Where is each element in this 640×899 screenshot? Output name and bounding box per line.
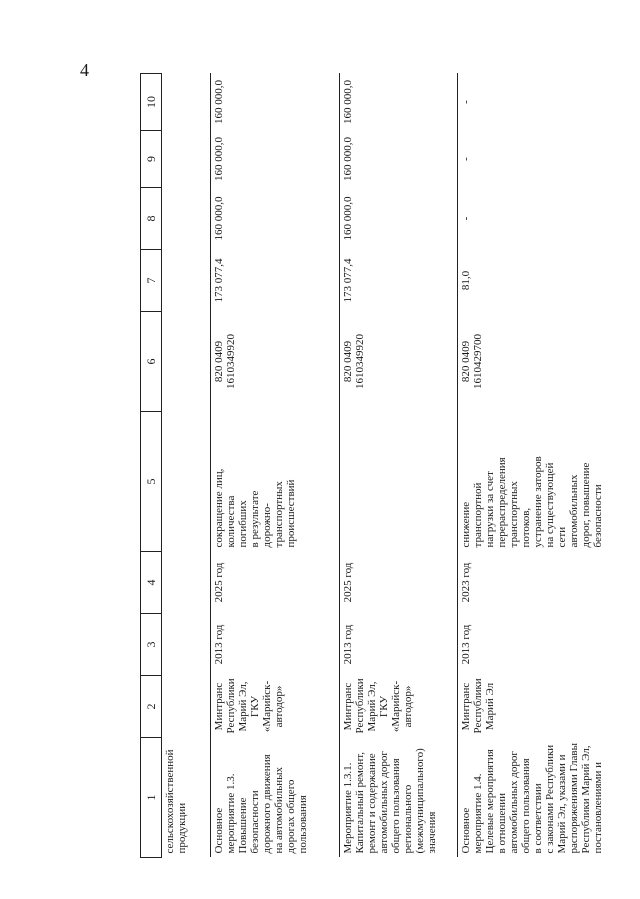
text-line: автомобильных (568, 474, 580, 548)
text-line: происшествий (285, 479, 297, 548)
cell-amount-10: 160 000,0 (341, 80, 354, 124)
page-number: 4 (80, 60, 89, 80)
text-line: мероприятие 1.3. (225, 773, 237, 854)
text-line: количества (225, 495, 237, 548)
text-line: (межмуниципального) (413, 748, 426, 854)
column-number-row (141, 74, 162, 858)
text-line: 1610429700 (472, 334, 484, 389)
cell-budget-code (458, 312, 612, 412)
col-header-6: 6 (141, 312, 162, 412)
text-line: транспортной (472, 482, 484, 548)
carry-over-text (162, 738, 211, 858)
rotated-table-container (140, 74, 626, 858)
text-line: с законами Республики (544, 744, 556, 854)
text-line: снижение (460, 501, 472, 548)
text-line: регионального (401, 784, 414, 854)
text-line: в отношении (496, 792, 508, 854)
text-line: сети (556, 526, 568, 548)
text-line: 1610349920 (225, 334, 237, 389)
carry-over-row (162, 74, 211, 858)
cell-executor (211, 676, 339, 738)
text-line: Марий Эл, (365, 681, 378, 732)
text-line: дорог, повышение (580, 462, 592, 548)
text-line: дорогах общего (285, 779, 297, 854)
col-header-2: 2 (141, 676, 162, 738)
col-header-4: 4 (141, 552, 162, 614)
cell-activity (458, 738, 612, 858)
text-line: автомобильных дорог (377, 751, 390, 854)
cell-amount-10: - (460, 100, 472, 104)
col-header-1: 1 (141, 738, 162, 858)
cell-end-year: 2025 год (213, 562, 225, 603)
col-header-5: 5 (141, 412, 162, 552)
text-line: значения (425, 811, 438, 854)
text-line: на существующей (544, 462, 556, 548)
text-line: Марий Эл (484, 682, 496, 731)
text-line: Марий Эл, (237, 681, 249, 732)
text-line: автодор» (401, 685, 414, 728)
cell-result (211, 412, 339, 552)
cell-amount-10: 160 000,0 (213, 80, 225, 124)
cell-amount-8: 160 000,0 (213, 196, 225, 241)
text-line: общего пользования (520, 758, 532, 854)
text-line: Республики Марий Эл, (580, 745, 592, 854)
table-row (211, 74, 339, 858)
text-line: мероприятие 1.4. (472, 773, 484, 854)
text-line: «Марийск- (261, 680, 273, 733)
text-line: общего пользования (389, 758, 402, 854)
table-row (458, 74, 612, 858)
cell-end-year: 2023 год (460, 562, 472, 603)
text-line: 1610349920 (353, 334, 366, 389)
text-line: Целевые мероприятия (484, 749, 496, 854)
empty-cell (162, 74, 211, 738)
text-line: транспортных (273, 481, 285, 548)
cell-end-year: 2025 год (341, 562, 354, 603)
text-line: перераспределения (496, 457, 508, 548)
text-line: в соответствии (532, 783, 544, 854)
text-line: продукции (176, 802, 188, 854)
text-line: транспортных (508, 481, 520, 548)
col-header-9: 9 (141, 131, 162, 188)
program-table (140, 73, 612, 858)
cell-executor (340, 676, 458, 738)
text-line: погибших (237, 500, 249, 548)
text-line: на автомобильных (273, 766, 285, 854)
table-row (340, 74, 458, 858)
text-line: Минтранс (341, 682, 354, 731)
text-line: безопасности (592, 484, 604, 548)
text-line: в результате (249, 490, 261, 548)
text-line: пользования (297, 795, 309, 854)
cell-result (458, 412, 612, 552)
cell-amount-9: - (460, 157, 472, 161)
col-header-3: 3 (141, 614, 162, 676)
cell-amount-9: 160 000,0 (213, 137, 225, 181)
text-line: дорожно- (261, 503, 273, 548)
text-line: Основное (460, 807, 472, 854)
text-line: нагрузки за счет (484, 471, 496, 548)
text-line: Республики (353, 678, 366, 734)
cell-amount-7: 173 077,4 (213, 258, 225, 303)
text-line: распоряжениями Главы (568, 743, 580, 854)
text-line: Республики (225, 678, 237, 734)
text-line: «Марийск- (389, 680, 402, 733)
text-line: Повышение (237, 797, 249, 854)
cell-activity (340, 738, 458, 858)
cell-result (340, 412, 458, 552)
text-line: Основное (213, 807, 225, 854)
cell-start-year: 2013 год (460, 624, 472, 665)
text-line: 820 0409 (460, 340, 472, 383)
col-header-8: 8 (141, 188, 162, 250)
text-line: потоков, (520, 507, 532, 548)
cell-amount-7: 81,0 (460, 270, 472, 291)
cell-amount-7: 173 077,4 (341, 258, 354, 303)
text-line: Минтранс (213, 682, 225, 731)
cell-executor (458, 676, 612, 738)
text-line: ГКУ (249, 695, 261, 718)
text-line: автодор» (273, 685, 285, 728)
text-line: Капитальный ремонт, (353, 751, 366, 854)
text-line: ГКУ (377, 695, 390, 718)
text-line: устранение заторов (532, 456, 544, 548)
text-line: 820 0409 (213, 340, 225, 383)
text-line: сокращение лиц, (213, 468, 225, 548)
text-line: Марий Эл, указами и (556, 754, 568, 854)
col-header-10: 10 (141, 74, 162, 131)
text-line: Республики (472, 678, 484, 734)
cell-start-year: 2013 год (341, 624, 354, 665)
text-line: безопасности (249, 790, 261, 854)
text-line: дорожного движения (261, 754, 273, 854)
text-line: постановлениями и (592, 762, 604, 854)
cell-budget-code (340, 312, 458, 412)
col-header-7: 7 (141, 250, 162, 312)
text-line: 820 0409 (341, 340, 354, 383)
text-line: сельскохозяйственной (164, 749, 176, 854)
cell-amount-8: - (460, 216, 472, 221)
cell-budget-code (211, 312, 339, 412)
text-line: Мероприятие 1.3.1. (341, 762, 354, 854)
text-line: ремонт и содержание (365, 753, 378, 854)
text-line: Минтранс (460, 682, 472, 731)
cell-amount-8: 160 000,0 (341, 196, 354, 241)
text-line: автомобильных дорог (508, 751, 520, 854)
cell-activity (211, 738, 339, 858)
cell-start-year: 2013 год (213, 624, 225, 665)
cell-amount-9: 160 000,0 (341, 137, 354, 181)
